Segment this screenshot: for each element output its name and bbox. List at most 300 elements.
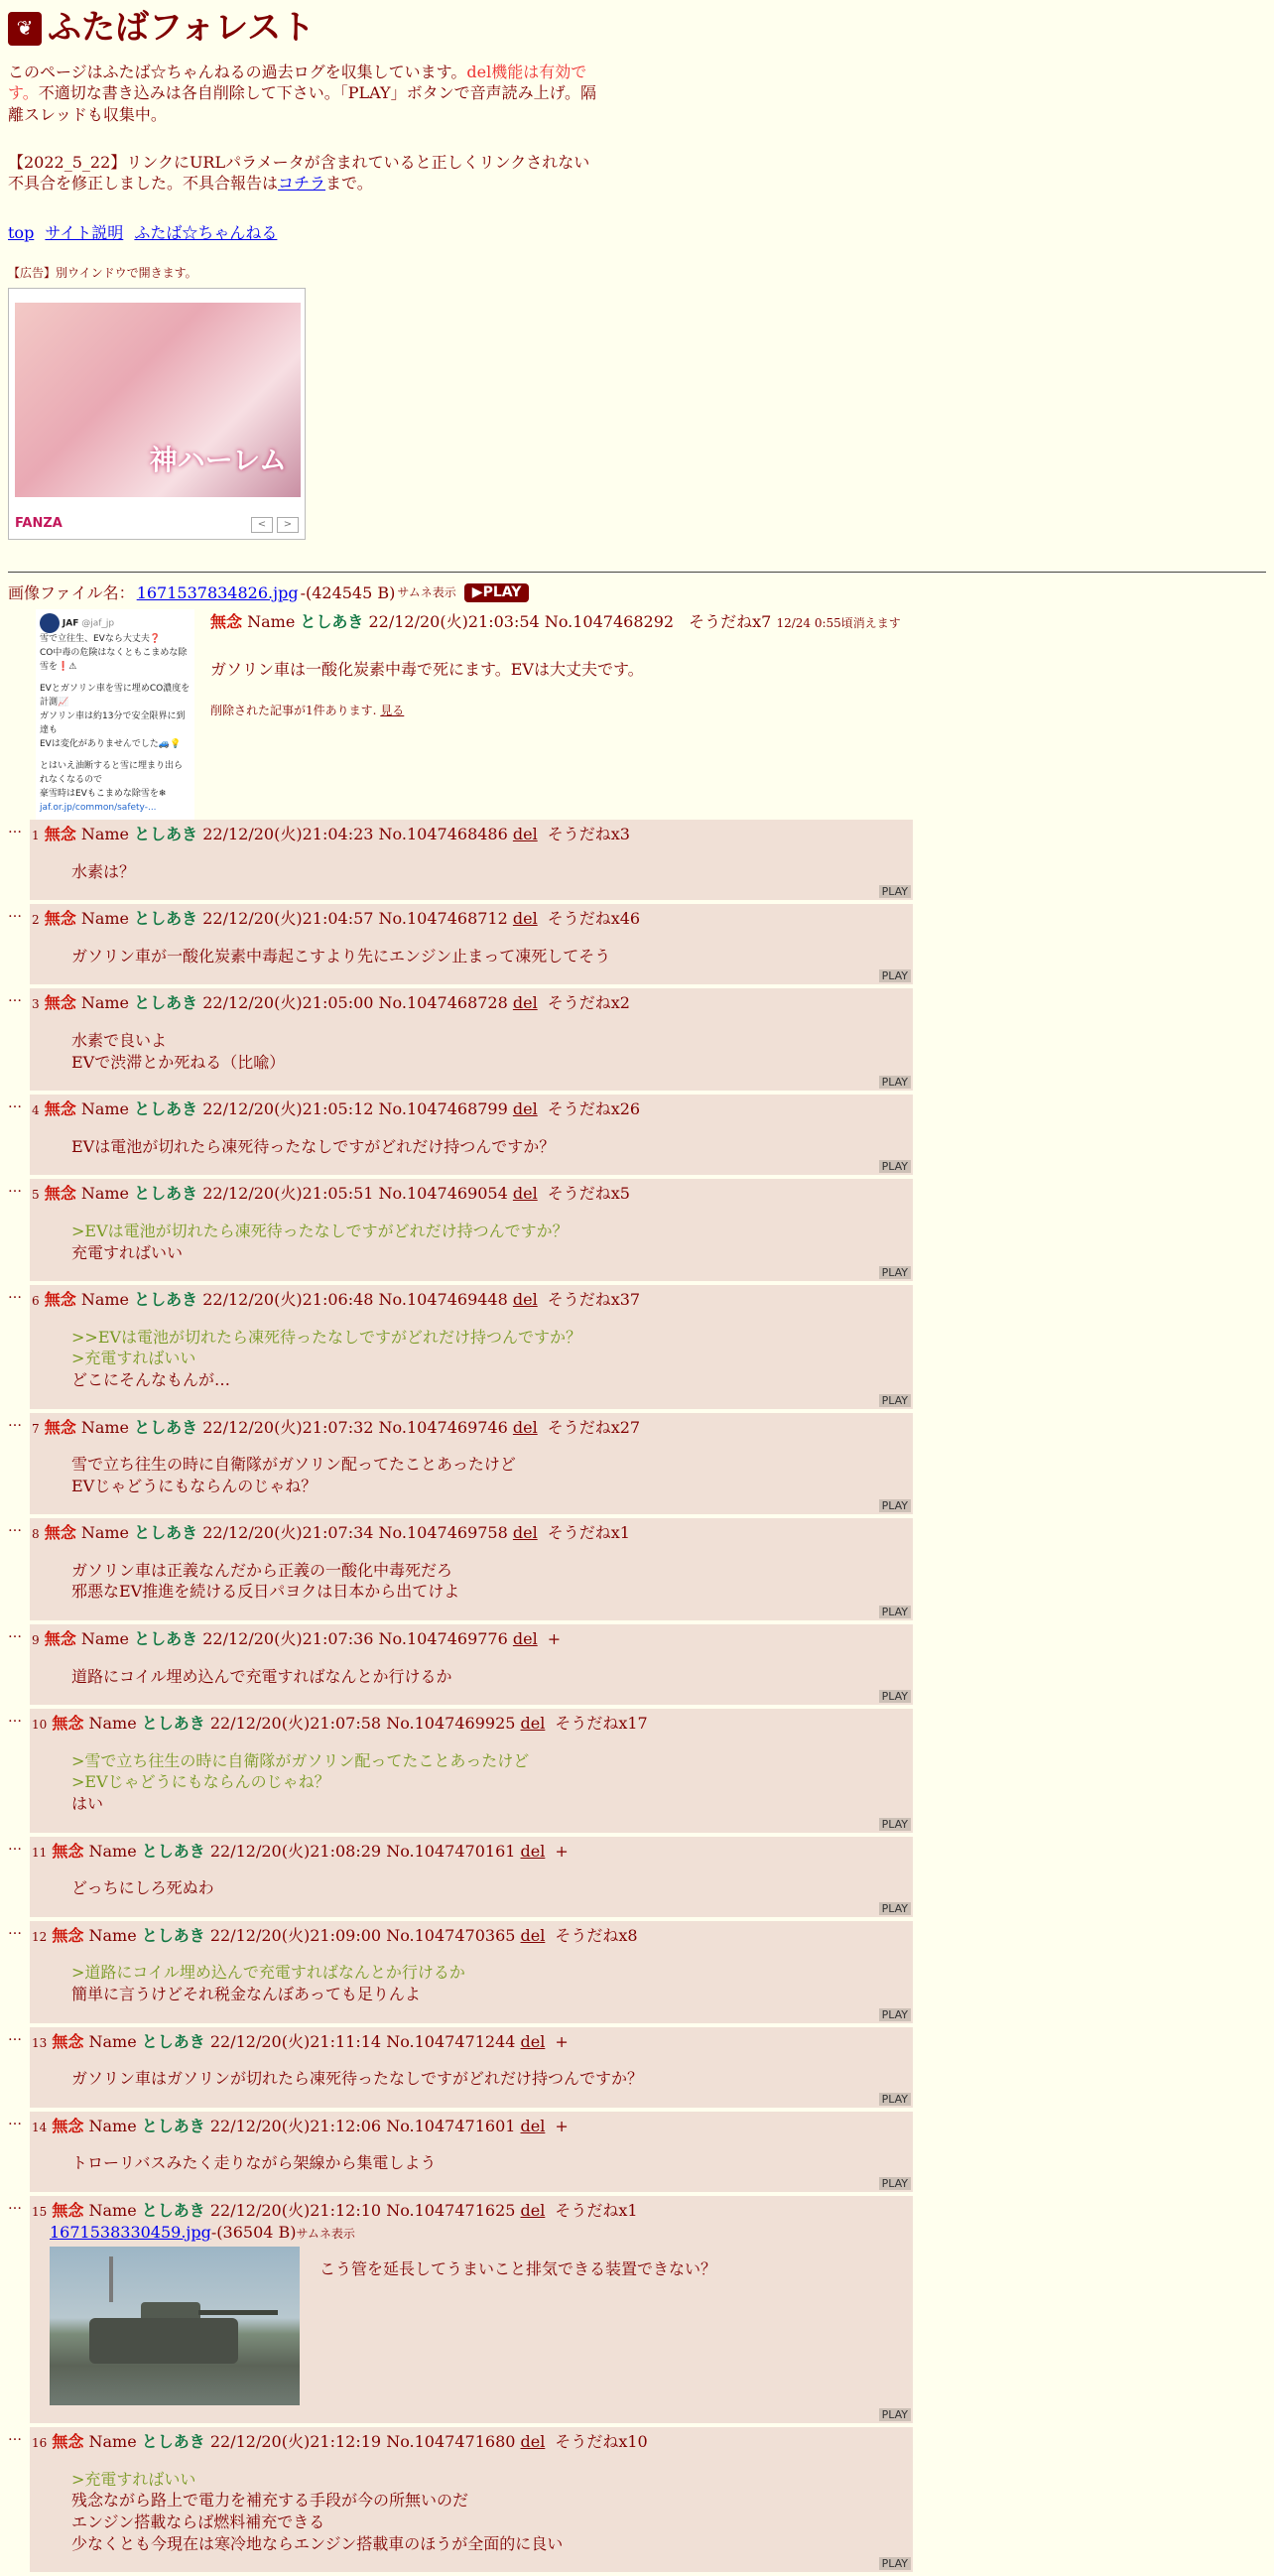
delete-link[interactable]: del <box>512 825 538 843</box>
reply-index: 8 <box>32 1527 40 1542</box>
quote-line: >充電すればいい <box>71 1349 196 1368</box>
reply-dots: … <box>8 1180 22 1197</box>
reply-header <box>32 2200 911 2222</box>
play-button[interactable]: PLAY <box>879 1076 911 1089</box>
play-button[interactable]: PLAY <box>879 1266 911 1279</box>
body-line: こう管を延長してうまいこと排気できる装置できない？ <box>319 2259 717 2279</box>
delete-link[interactable]: del <box>512 1184 538 1204</box>
reply-name: としあき <box>134 1290 198 1310</box>
reply-dots: … <box>8 1837 22 1854</box>
body-line: EVじゃどうにもならんのじゃね？ <box>71 1476 318 1495</box>
reply-header <box>32 1289 911 1311</box>
play-button[interactable]: PLAY <box>879 2408 911 2421</box>
play-button[interactable]: PLAY <box>879 885 911 898</box>
op-file-size: -(424545 B) <box>300 582 396 602</box>
delete-link[interactable]: del <box>520 1925 546 1945</box>
play-button[interactable]: PLAY <box>879 969 911 982</box>
sodane-button[interactable]: そうだねx1 <box>547 1523 630 1543</box>
reply-index: 3 <box>32 997 40 1012</box>
reply-body <box>71 1030 911 1089</box>
reply-post <box>30 1921 913 2023</box>
reply-header <box>32 1417 911 1439</box>
quote-line: >雪で立ち往生の時に自衛隊がガソリン配ってたことあったけど <box>71 1750 530 1770</box>
reply-subject: 無念 <box>44 1290 76 1310</box>
reply-header <box>32 1183 911 1205</box>
reply-dots: … <box>8 1710 22 1727</box>
reply-date: 22/12/20(火)21:05:12 <box>202 1099 374 1119</box>
body-line: はい <box>71 1794 104 1814</box>
reply-subject: 無念 <box>52 1841 84 1861</box>
delete-link[interactable]: del <box>520 2116 546 2135</box>
report-link[interactable]: コチラ <box>278 174 326 193</box>
body-line: 道路にコイル埋め込んで充電すればなんとか行けるか <box>71 1666 452 1686</box>
reply-body <box>71 861 911 899</box>
top-link[interactable]: top <box>8 222 35 242</box>
reply-date: 22/12/20(火)21:04:23 <box>202 825 374 843</box>
reply-name: としあき <box>141 1714 205 1734</box>
op-file-line <box>8 582 1266 604</box>
reply-body <box>71 1136 911 1174</box>
notice-text-2: まで。 <box>325 174 373 193</box>
reply-body <box>71 1750 911 1831</box>
thumb-line: 豪雪時はEVもこまめな除雪を❄ <box>40 788 167 799</box>
reply-name: としあき <box>134 993 198 1013</box>
intro-del-notice: del機能は有効です。 <box>8 62 587 103</box>
reply-file-size: -(36504 B) <box>210 2222 297 2242</box>
reply-subject: 無念 <box>44 909 76 929</box>
reply-dots: … <box>8 2112 22 2128</box>
reply-subject: 無念 <box>44 1099 76 1119</box>
play-button[interactable]: PLAY <box>879 2093 911 2106</box>
reply-post <box>30 820 913 900</box>
reply-body <box>71 2469 911 2570</box>
reply-name: としあき <box>141 2116 205 2135</box>
reply-name-label: Name <box>88 1714 137 1734</box>
sodane-button[interactable]: そうだねx10 <box>555 2432 648 2452</box>
update-notice <box>8 152 603 194</box>
body-line: 水素は？ <box>71 861 136 881</box>
view-deleted-link[interactable]: 見る <box>380 704 405 718</box>
reply-wrapper <box>8 1837 913 1917</box>
delete-link[interactable]: del <box>520 2432 546 2452</box>
sodane-button[interactable]: そうだねx27 <box>547 1417 641 1437</box>
reply-name: としあき <box>141 2432 205 2452</box>
body-line: ガソリン車は正義なんだから正義の一酸化中毒死だろ <box>71 1560 453 1580</box>
reply-body <box>71 1327 911 1407</box>
play-button[interactable]: PLAY <box>879 1499 911 1512</box>
reply-post <box>30 904 913 984</box>
reply-header <box>32 2031 911 2053</box>
reply-date: 22/12/20(火)21:07:32 <box>202 1417 374 1437</box>
reply-number: No.1047471680 <box>386 2432 516 2452</box>
reply-body <box>71 1666 911 1704</box>
file-label: 画像ファイル名： <box>8 582 135 602</box>
reply-index: 9 <box>32 1633 40 1648</box>
play-button[interactable]: PLAY <box>879 1690 911 1703</box>
jaf-avatar <box>40 613 60 633</box>
reply-image[interactable] <box>50 2247 300 2405</box>
reply-wrapper <box>8 2196 913 2423</box>
body-line: 雪で立ち往生の時に自衛隊がガソリン配ってたことあったけど <box>71 1455 516 1475</box>
reply-name: としあき <box>134 909 198 929</box>
reply-index: 14 <box>32 2120 48 2134</box>
op-subject: 無念 <box>210 612 243 632</box>
body-line: 邪悪なEV推進を続ける反日パヨクは日本から出てけよ <box>71 1582 460 1602</box>
reply-index: 2 <box>32 913 40 928</box>
body-line: どっちにしろ死ぬわ <box>71 1878 214 1898</box>
reply-date: 22/12/20(火)21:07:34 <box>202 1523 374 1543</box>
reply-date: 22/12/20(火)21:08:29 <box>209 1841 382 1861</box>
reply-subject: 無念 <box>44 993 76 1013</box>
reply-thumb-note: サムネ表示 <box>296 2226 355 2241</box>
play-button[interactable]: PLAY <box>879 2008 911 2021</box>
reply-number: No.1047469758 <box>378 1523 508 1543</box>
reply-name-label: Name <box>88 1841 137 1861</box>
sodane-button[interactable]: そうだねx3 <box>547 825 630 843</box>
reply-subject: 無念 <box>52 1925 84 1945</box>
reply-header <box>32 1628 911 1650</box>
reply-index: 10 <box>32 1718 48 1733</box>
reply-number: No.1047468799 <box>378 1099 508 1119</box>
ad-next-button[interactable]: > <box>277 517 299 533</box>
sodane-button[interactable]: そうだねx46 <box>547 909 641 929</box>
reply-index: 1 <box>32 829 40 842</box>
reply-name-label: Name <box>88 2200 137 2220</box>
play-button[interactable]: PLAY <box>879 1606 911 1618</box>
reply-name: としあき <box>134 1417 198 1437</box>
reply-name-label: Name <box>80 825 130 843</box>
reply-dots: … <box>8 1519 22 1536</box>
delete-link[interactable]: del <box>512 993 538 1013</box>
reply-name: としあき <box>141 1841 205 1861</box>
thumb-line: EVは変化がありませんでした🚙💡 <box>40 738 182 749</box>
ad-nav <box>251 517 299 533</box>
sodane-button[interactable]: そうだねx17 <box>555 1714 648 1734</box>
reply-body <box>71 1221 911 1279</box>
leaf-logo-icon: ❦ <box>8 12 42 46</box>
site-title: ふたばフォレスト <box>48 8 316 48</box>
reply-number: No.1047471244 <box>386 2031 516 2051</box>
body-line: 少なくとも今現在は寒冷地ならエンジン搭載車のほうが全面的に良い <box>71 2533 564 2553</box>
delete-link[interactable]: del <box>512 1629 538 1649</box>
reply-date: 22/12/20(火)21:12:19 <box>209 2432 382 2452</box>
reply-image-row <box>50 2243 911 2405</box>
ad-banner[interactable] <box>8 288 306 540</box>
reply-date: 22/12/20(火)21:04:57 <box>202 909 374 929</box>
op-play-button[interactable]: ▶PLAY <box>464 583 530 602</box>
reply-dots: … <box>8 2027 22 2044</box>
reply-name-label: Name <box>88 2116 137 2135</box>
reply-index: 15 <box>32 2204 48 2219</box>
delete-link[interactable]: del <box>512 1417 538 1437</box>
body-line: エンジン搭載ならば燃料補充できる <box>71 2512 325 2531</box>
reply-file-line <box>50 2222 911 2244</box>
reply-body <box>71 1560 911 1618</box>
reply-name-label: Name <box>80 1417 130 1437</box>
quote-line: >充電すればいい <box>71 2469 196 2489</box>
reply-post <box>30 1179 913 1281</box>
page <box>0 0 1274 863</box>
body-line: 充電すればいい <box>71 1242 184 1262</box>
reply-date: 22/12/20(火)21:09:00 <box>209 1925 382 1945</box>
reply-dots: … <box>8 2428 22 2445</box>
delete-link[interactable]: del <box>512 1523 538 1543</box>
quote-line: >EVは電池が切れたら凍死待ったなしですがどれだけ持つんですか？ <box>71 1221 569 1240</box>
reply-name-label: Name <box>80 1629 130 1649</box>
thumb-line: 雪で立往生、EVなら大丈夫❓ <box>40 634 162 645</box>
reply-date: 22/12/20(火)21:07:36 <box>202 1629 374 1649</box>
reply-subject: 無念 <box>52 2116 84 2135</box>
delete-link[interactable]: del <box>520 1841 546 1861</box>
reply-wrapper <box>8 1179 913 1281</box>
reply-header <box>32 2116 911 2137</box>
reply-header <box>32 1713 911 1735</box>
sodane-button[interactable]: そうだねx26 <box>547 1099 641 1119</box>
reply-dots: … <box>8 905 22 922</box>
reply-name-label: Name <box>88 1925 137 1945</box>
op-header <box>210 611 901 633</box>
reply-dots: … <box>8 1413 22 1430</box>
reply-header <box>32 2431 911 2453</box>
delete-link[interactable]: del <box>512 909 538 929</box>
play-button[interactable]: PLAY <box>879 1902 911 1915</box>
quote-line: >>EVは電池が切れたら凍死待ったなしですがどれだけ持つんですか？ <box>71 1327 582 1347</box>
reply-dots: … <box>8 1921 22 1938</box>
play-button[interactable]: PLAY <box>879 1394 911 1407</box>
reply-date: 22/12/20(火)21:06:48 <box>202 1290 374 1310</box>
image-shape <box>198 2310 278 2315</box>
thumb-line: CO中毒の危険はなくともこまめな除雪を❗⚠ <box>40 648 188 673</box>
reply-wrapper <box>8 2027 913 2108</box>
reply-date: 22/12/20(火)21:05:51 <box>202 1184 374 1204</box>
reply-date: 22/12/20(火)21:12:06 <box>209 2116 382 2135</box>
reply-post <box>30 2027 913 2108</box>
reply-post <box>30 1095 913 1175</box>
reply-header <box>32 1925 911 1947</box>
body-line: ガソリン車はガソリンが切れたら凍死待ったなしですがどれだけ持つんですか？ <box>71 2069 644 2089</box>
thumb-line: EVとガソリン車を雪に埋めCO濃度を計測📈 <box>40 684 191 708</box>
ad-brand-logo: FANZA <box>15 516 63 532</box>
reply-index: 7 <box>32 1421 40 1436</box>
reply-subject: 無念 <box>44 1417 76 1437</box>
reply-name: としあき <box>141 2031 205 2051</box>
body-line: 簡単に言うけどそれ税金なんぼあっても足りんよ <box>71 1985 421 2003</box>
reply-subject: 無念 <box>52 1714 84 1734</box>
op-name: としあき <box>300 612 364 632</box>
intro-text-2: 不適切な書き込みは各自削除して下さい。「PLAY」ボタンで音声読み上げ。隔離スレッドも収集中。 <box>8 83 596 125</box>
reply-name-label: Name <box>80 1290 130 1310</box>
reply-post <box>30 2427 913 2572</box>
reply-number: No.1047468728 <box>378 993 508 1013</box>
reply-subject: 無念 <box>44 1629 76 1649</box>
reply-wrapper <box>8 988 913 1091</box>
reply-number: No.1047468486 <box>378 825 508 843</box>
reply-header <box>32 824 911 845</box>
reply-post <box>30 1837 913 1917</box>
reply-subject: 無念 <box>52 2200 84 2220</box>
reply-header <box>32 908 911 930</box>
ad-image-text: 神ハーレム <box>149 443 287 476</box>
reply-index: 12 <box>32 1929 48 1944</box>
op-number: No.1047468292 <box>544 612 675 632</box>
reply-wrapper <box>8 1413 913 1515</box>
reply-header <box>32 1841 911 1863</box>
reply-post <box>30 1413 913 1515</box>
reply-header <box>32 1522 911 1544</box>
reply-number: No.1047469448 <box>378 1290 508 1310</box>
intro-text: このページはふたば☆ちゃんねるの過去ログを収集しています。 <box>8 62 467 81</box>
body-line: どこにそんなもんが… <box>71 1369 231 1389</box>
body-line: 残念ながら路上で電力を補充する手段が今の所無いのだ <box>71 2491 469 2511</box>
thumb-url: jaf.or.jp/common/safety-... <box>40 802 157 813</box>
nav-links <box>8 222 1266 244</box>
body-line: トローリバスみたく走りながら架線から集電しよう <box>71 2153 437 2173</box>
reply-post <box>30 1624 913 1705</box>
body-line: ガソリン車が一酸化炭素中毒起こすより先にエンジン止まって凍死してそう <box>71 946 611 966</box>
reply-post <box>30 1518 913 1620</box>
op-thumbnail[interactable]: JAF @jaf_jp 雪で立往生、EVなら大丈夫❓ CO中毒の危険はなくともこまめな除雪を❗⚠ EVとガソリン車を雪に埋めCO濃度を計測📈 ガソリン車は約13分で安全限界に到達も EVは変化がありませんでした🚙💡 とはいえ油断すると雪に埋まり出られなくなるので 豪雪時はEVもこまめな除雪を❄ jaf.or.jp/common/safety-... <box>36 609 194 852</box>
reply-wrapper <box>8 1624 913 1705</box>
site-header <box>8 6 1266 52</box>
site-intro <box>8 62 603 126</box>
reply-name-label: Name <box>80 1184 130 1204</box>
reply-date: 22/12/20(火)21:05:00 <box>202 993 374 1013</box>
reply-name: としあき <box>134 1523 198 1543</box>
image-shape <box>109 2256 113 2302</box>
reply-wrapper <box>8 1921 913 2023</box>
delete-link[interactable]: del <box>520 2200 546 2220</box>
delete-link[interactable]: del <box>520 1714 546 1734</box>
delete-link[interactable]: del <box>512 1099 538 1119</box>
thumb-line: ガソリン車は約13分で安全限界に到達も <box>40 710 186 735</box>
reply-dots: … <box>8 1625 22 1642</box>
reply-index: 11 <box>32 1845 48 1860</box>
reply-name: としあき <box>141 2200 205 2220</box>
reply-name-label: Name <box>80 993 130 1013</box>
reply-name-label: Name <box>80 1099 130 1119</box>
reply-body <box>71 1877 911 1915</box>
reply-number: No.1047469746 <box>378 1417 508 1437</box>
separator <box>8 572 1266 573</box>
reply-wrapper <box>8 2112 913 2192</box>
sodane-button[interactable]: そうだねx1 <box>555 2200 638 2220</box>
reply-subject: 無念 <box>52 2432 84 2452</box>
reply-body <box>71 1962 911 2020</box>
sodane-button[interactable]: + <box>547 1629 562 1649</box>
sodane-button[interactable]: + <box>555 2031 569 2051</box>
reply-post <box>30 1709 913 1832</box>
reply-number: No.1047471625 <box>386 2200 516 2220</box>
reply-wrapper <box>8 1709 913 1832</box>
op-name-label: Name <box>247 612 296 632</box>
op-sodane[interactable]: そうだねx7 <box>689 612 772 632</box>
image-shape <box>89 2318 238 2364</box>
reply-subject: 無念 <box>52 2031 84 2051</box>
sodane-button[interactable]: + <box>555 2116 569 2135</box>
reply-name-label: Name <box>80 1523 130 1543</box>
reply-body <box>71 946 911 983</box>
reply-index: 5 <box>32 1188 40 1203</box>
reply-wrapper <box>8 1518 913 1620</box>
reply-dots: … <box>8 989 22 1006</box>
reply-number: No.1047469776 <box>378 1629 508 1649</box>
reply-name: としあき <box>134 825 198 843</box>
body-line: EVで渋滞とか死ねる（比喩） <box>71 1052 286 1072</box>
reply-number: No.1047468712 <box>378 909 508 929</box>
ad-prev-button[interactable]: < <box>251 517 273 533</box>
sodane-button[interactable]: そうだねx37 <box>547 1290 641 1310</box>
delete-link[interactable]: del <box>512 1290 538 1310</box>
reply-index: 16 <box>32 2436 48 2451</box>
reply-wrapper <box>8 2427 913 2572</box>
reply-dots: … <box>8 821 22 837</box>
ad-label: 【広告】別ウインドウで開きます。 <box>8 266 197 281</box>
reply-body <box>71 1454 911 1512</box>
reply-wrapper <box>8 904 913 984</box>
reply-name-label: Name <box>88 2432 137 2452</box>
play-button[interactable]: PLAY <box>879 1818 911 1831</box>
reply-wrapper <box>8 1285 913 1408</box>
sodane-button[interactable]: そうだねx8 <box>555 1925 638 1945</box>
sodane-button[interactable]: そうだねx2 <box>547 993 630 1013</box>
op-body: ガソリン車は一酸化炭素中毒で死にます。EVは大丈夫です。 <box>210 660 644 680</box>
play-button[interactable]: PLAY <box>879 2557 911 2570</box>
reply-subject: 無念 <box>44 825 76 843</box>
reply-number: No.1047470365 <box>386 1925 516 1945</box>
reply-date: 22/12/20(火)21:11:14 <box>209 2031 382 2051</box>
reply-name-label: Name <box>88 2031 137 2051</box>
reply-body <box>71 2152 911 2190</box>
reply-name: としあき <box>141 1925 205 1945</box>
reply-name-label: Name <box>80 909 130 929</box>
reply-body <box>71 2068 911 2106</box>
quote-line: >道路にコイル埋め込んで充電すればなんとか行けるか <box>71 1963 465 1983</box>
notice-text: 【2022_5_22】リンクにURLパラメータが含まれていると正しくリンクされない不具合を修正しました。不具合報告は <box>8 152 590 193</box>
reply-dots: … <box>8 2196 22 2213</box>
site-description-link[interactable]: サイト説明 <box>45 222 124 242</box>
futaba-link[interactable]: ふたば☆ちゃんねる <box>134 222 278 242</box>
reply-name: としあき <box>134 1184 198 1204</box>
reply-date: 22/12/20(火)21:07:58 <box>209 1714 382 1734</box>
sodane-button[interactable]: そうだねx5 <box>547 1184 630 1204</box>
ad-image[interactable] <box>15 303 301 497</box>
reply-number: No.1047470161 <box>386 1841 516 1861</box>
op-thumb-note: サムネ表示 <box>397 585 456 600</box>
reply-dots: … <box>8 1095 22 1112</box>
reply-index: 4 <box>32 1103 40 1118</box>
op-date: 22/12/20(火)21:03:54 <box>368 612 540 632</box>
reply-list <box>8 820 913 2576</box>
reply-header <box>32 1098 911 1120</box>
reply-body <box>319 2258 716 2405</box>
reply-number: No.1047471601 <box>386 2116 516 2135</box>
op-expire: 12/24 0:55頃消えます <box>776 616 901 631</box>
play-button[interactable]: PLAY <box>879 1160 911 1173</box>
sodane-button[interactable]: + <box>555 1841 569 1861</box>
reply-name: としあき <box>134 1629 198 1649</box>
reply-subject: 無念 <box>44 1523 76 1543</box>
op-file-link[interactable]: 1671537834826.jpg <box>136 582 299 602</box>
reply-dots: … <box>8 1286 22 1303</box>
reply-index: 6 <box>32 1294 40 1309</box>
play-button[interactable]: PLAY <box>879 2177 911 2190</box>
body-line: 水素で良いよ <box>71 1030 168 1050</box>
delete-link[interactable]: del <box>520 2031 546 2051</box>
reply-index: 13 <box>32 2035 48 2050</box>
reply-file-link[interactable]: 1671538330459.jpg <box>50 2222 211 2242</box>
reply-wrapper <box>8 1095 913 1175</box>
reply-date: 22/12/20(火)21:12:10 <box>209 2200 382 2220</box>
